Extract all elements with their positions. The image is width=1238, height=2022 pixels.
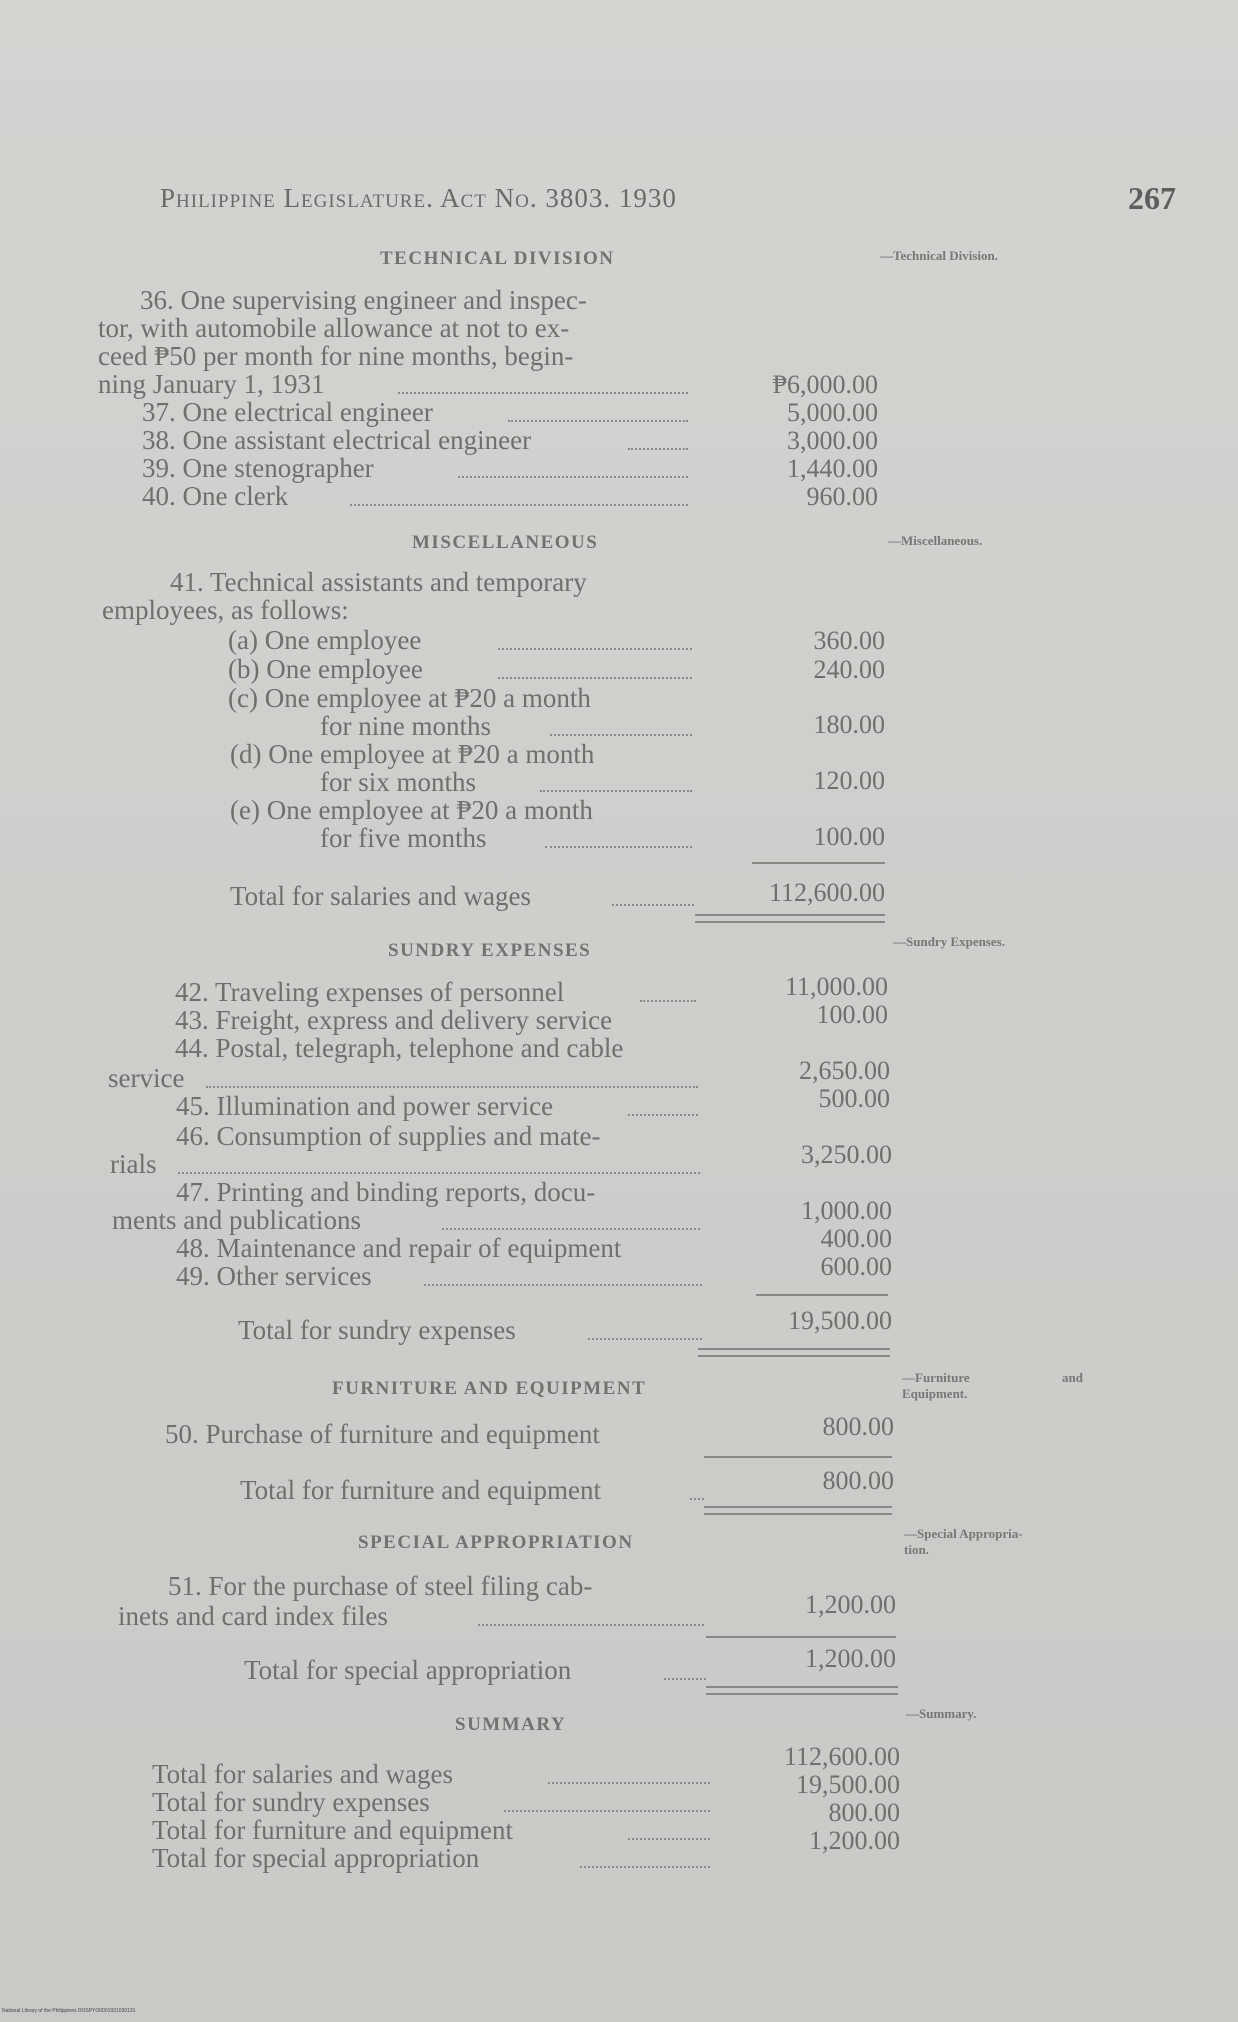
section-heading-technical: TECHNICAL DIVISION <box>380 248 615 269</box>
total-double-rule <box>698 1348 890 1357</box>
item-41d-line-1: (d) One employee at ₱20 a month <box>230 739 595 769</box>
item-41-line-2: employees, as follows: <box>102 595 349 625</box>
item-48-label: 48. Maintenance and repair of equipment <box>176 1233 622 1263</box>
side-note-furniture: —Furniture <box>902 1370 970 1385</box>
item-41d-line-2: for six months <box>320 767 477 797</box>
running-header: Philippine Legislature. Act No. 3803. 1930 <box>160 183 677 213</box>
item-46-line-1: 46. Consumption of supplies and mate- <box>176 1121 601 1151</box>
summary-row-amount: 800.00 <box>828 1798 900 1827</box>
summary-row-label: Total for special appropriation <box>152 1843 480 1873</box>
subtotal-rule <box>706 1636 896 1638</box>
leader-dots <box>640 1000 696 1002</box>
item-46-amount: 3,250.00 <box>801 1140 892 1169</box>
item-41c-line-1: (c) One employee at ₱20 a month <box>228 683 591 713</box>
leader-dots <box>458 476 688 478</box>
item-41d-amount: 120.00 <box>813 766 885 795</box>
total-double-rule <box>706 1686 898 1695</box>
item-41a-amount: 360.00 <box>813 626 885 655</box>
total-sundry-amount: 19,500.00 <box>788 1306 892 1335</box>
item-41e-line-1: (e) One employee at ₱20 a month <box>230 795 593 825</box>
total-sundry-label: Total for sundry expenses <box>238 1315 516 1345</box>
leader-dots <box>628 448 688 450</box>
leader-dots <box>504 1810 710 1812</box>
item-36-line-2: tor, with automobile allowance at not to ex- <box>98 313 570 343</box>
leader-dots <box>664 1678 706 1680</box>
item-38-amount: 3,000.00 <box>787 426 878 455</box>
side-note-special-2: tion. <box>904 1542 929 1557</box>
total-double-rule <box>704 1506 892 1515</box>
total-special-label: Total for special appropriation <box>244 1655 572 1685</box>
section-heading-miscellaneous: MISCELLANEOUS <box>412 532 599 553</box>
subtotal-rule <box>752 862 885 864</box>
subtotal-rule <box>756 1294 888 1296</box>
item-41-line-1: 41. Technical assistants and temporary <box>170 567 587 597</box>
item-44-line-2: service <box>108 1063 185 1093</box>
section-heading-special: SPECIAL APPROPRIATION <box>358 1532 634 1553</box>
leader-dots <box>424 1284 702 1286</box>
item-39-amount: 1,440.00 <box>787 454 878 483</box>
leader-dots <box>478 1624 704 1626</box>
leader-dots <box>612 904 694 906</box>
leader-dots <box>628 1838 710 1840</box>
item-47-line-1: 47. Printing and binding reports, docu- <box>176 1177 596 1207</box>
leader-dots <box>442 1228 700 1230</box>
item-51-line-1: 51. For the purchase of steel filing cab- <box>168 1571 593 1601</box>
total-salaries-label: Total for salaries and wages <box>230 881 531 911</box>
item-40-label: 40. One clerk <box>142 481 289 511</box>
side-note-sundry: —Sundry Expenses. <box>893 934 1005 949</box>
side-note-furniture-2: Equipment. <box>902 1386 968 1401</box>
item-47-line-2: ments and publications <box>112 1205 361 1235</box>
leader-dots <box>206 1086 698 1088</box>
side-note-furniture-and: and <box>1062 1370 1083 1385</box>
side-note-special: —Special Appropria- <box>904 1526 1023 1541</box>
leader-dots <box>498 677 692 679</box>
item-43-amount: 100.00 <box>816 1000 888 1029</box>
item-49-amount: 600.00 <box>820 1252 892 1281</box>
subtotal-rule <box>704 1456 892 1458</box>
side-note-summary: —Summary. <box>906 1706 977 1721</box>
item-43-label: 43. Freight, express and delivery service <box>175 1005 613 1035</box>
scan-credit: National Library of the Philippines DOSPYO0001931030131 <box>2 2008 136 2014</box>
item-45-amount: 500.00 <box>818 1084 890 1113</box>
item-41e-amount: 100.00 <box>813 822 885 851</box>
item-41a-label: (a) One employee <box>228 625 422 655</box>
item-42-label: 42. Traveling expenses of personnel <box>175 977 565 1007</box>
item-41b-label: (b) One employee <box>228 654 423 684</box>
leader-dots <box>588 1338 702 1340</box>
leader-dots <box>545 846 692 848</box>
item-46-line-2: rials <box>110 1149 157 1179</box>
summary-row-label: Total for salaries and wages <box>152 1759 453 1789</box>
item-49-label: 49. Other services <box>176 1261 372 1291</box>
item-41b-amount: 240.00 <box>813 655 885 684</box>
total-furniture-label: Total for furniture and equipment <box>240 1475 601 1505</box>
item-37-amount: 5,000.00 <box>787 398 878 427</box>
leader-dots <box>540 790 692 792</box>
leader-dots <box>178 1172 700 1174</box>
item-36-line-4: ning January 1, 1931 <box>98 369 325 399</box>
section-heading-summary: SUMMARY <box>455 1714 567 1735</box>
item-41c-amount: 180.00 <box>813 710 885 739</box>
section-heading-sundry: SUNDRY EXPENSES <box>388 940 592 961</box>
leader-dots <box>690 1498 704 1500</box>
total-salaries-amount: 112,600.00 <box>768 878 885 907</box>
item-41e-line-2: for five months <box>320 823 487 853</box>
item-50-label: 50. Purchase of furniture and equipment <box>165 1419 600 1449</box>
total-special-amount: 1,200.00 <box>805 1644 896 1673</box>
summary-row-amount: 19,500.00 <box>796 1770 900 1799</box>
summary-row-label: Total for furniture and equipment <box>152 1815 513 1845</box>
leader-dots <box>548 1782 710 1784</box>
item-50-amount: 800.00 <box>822 1412 894 1441</box>
leader-dots <box>350 504 688 506</box>
leader-dots <box>628 1114 698 1116</box>
summary-row-amount: 112,600.00 <box>783 1742 900 1771</box>
item-51-line-2: inets and card index files <box>118 1601 388 1631</box>
item-39-label: 39. One stenographer <box>142 453 374 483</box>
item-41c-line-2: for nine months <box>320 711 491 741</box>
side-note-technical: —Technical Division. <box>880 248 998 263</box>
item-42-amount: 11,000.00 <box>784 972 888 1001</box>
leader-dots <box>550 734 692 736</box>
summary-row-amount: 1,200.00 <box>809 1826 900 1855</box>
item-45-label: 45. Illumination and power service <box>176 1091 554 1121</box>
page-number: 267 <box>1128 180 1176 216</box>
leader-dots <box>398 392 688 394</box>
item-38-label: 38. One assistant electrical engineer <box>142 425 532 455</box>
item-37-label: 37. One electrical engineer <box>142 397 433 427</box>
total-double-rule <box>695 914 885 923</box>
item-36-amount: ₱6,000.00 <box>772 370 878 399</box>
leader-dots <box>508 420 688 422</box>
item-47-amount: 1,000.00 <box>801 1196 892 1225</box>
summary-row-label: Total for sundry expenses <box>152 1787 430 1817</box>
total-furniture-amount: 800.00 <box>822 1466 894 1495</box>
section-heading-furniture: FURNITURE AND EQUIPMENT <box>332 1378 647 1399</box>
item-44-amount: 2,650.00 <box>799 1056 890 1085</box>
item-40-amount: 960.00 <box>806 482 878 511</box>
item-36-line-1: 36. One supervising engineer and inspec- <box>140 285 587 315</box>
leader-dots <box>498 648 692 650</box>
item-36-line-3: ceed ₱50 per month for nine months, begin- <box>98 341 574 371</box>
item-44-line-1: 44. Postal, telegraph, telephone and cable <box>175 1033 624 1063</box>
item-48-amount: 400.00 <box>820 1224 892 1253</box>
side-note-miscellaneous: —Miscellaneous. <box>888 533 983 548</box>
item-51-amount: 1,200.00 <box>805 1590 896 1619</box>
leader-dots <box>580 1866 710 1868</box>
